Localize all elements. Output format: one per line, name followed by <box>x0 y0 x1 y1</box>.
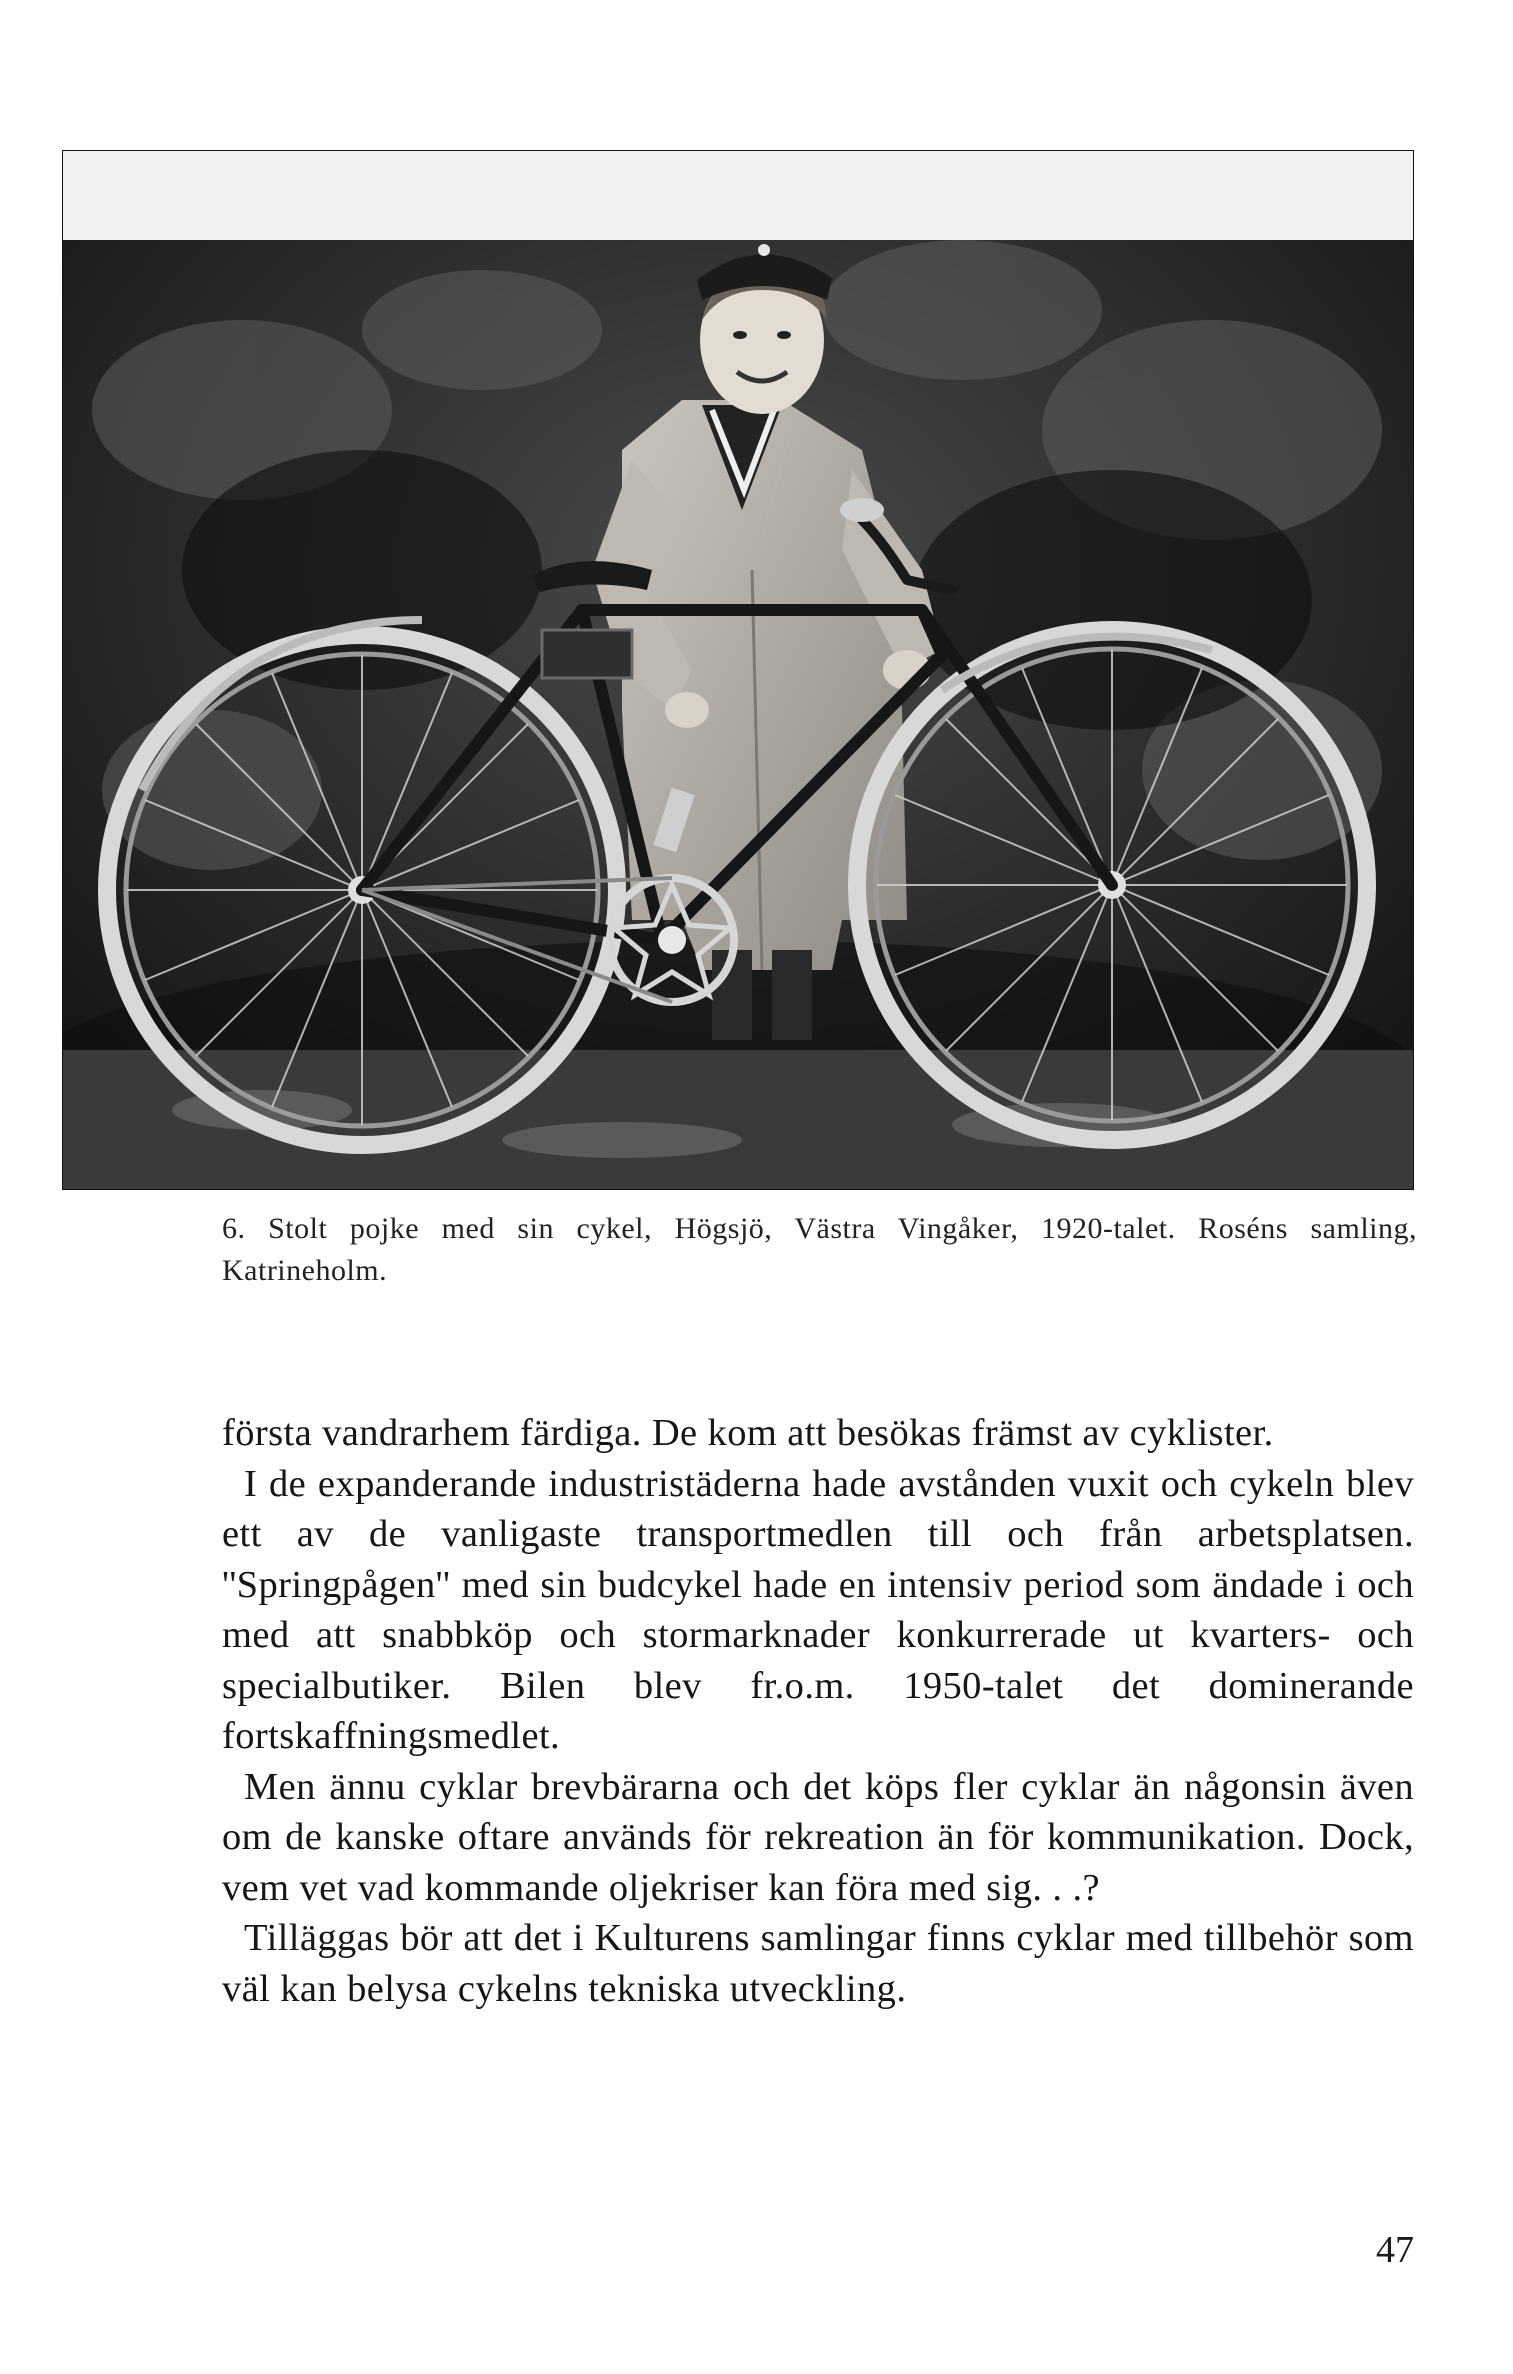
photograph-icon <box>62 150 1414 1190</box>
paragraph-continuation: första vandrarhem färdiga. De kom att besökas främst av cyklister. <box>222 1412 1274 1454</box>
body-text <box>222 1408 1414 2014</box>
paragraph: I de expanderande industristäderna hade avstånden vuxit och cykeln blev ett av de vanligaste transportmedlen till och från arbetsplatsen. ''Springpågen'' med sin budcykel hade en intensiv period som ändade i och med att snabbköp och stormarknader konkurrerade ut kvarters- och specialbutiker. Bilen blev fr.o.m. 1950-talet det dominerande fortskaffningsmedlet. <box>222 1462 1414 1757</box>
paragraph: Men ännu cyklar brevbärarna och det köps fler cyklar än någonsin även om de kanske oftare används för rekreation än för kommunikation. Dock, vem vet vad kommande oljekriser kan föra med sig. . .? <box>222 1765 1414 1909</box>
page-number: 47 <box>1376 2229 1414 2271</box>
boy-with-bicycle-photo <box>62 150 1414 1190</box>
paragraph: Tilläggas bör att det i Kulturens samlingar finns cyklar med tillbehör som väl kan belysa cykelns tekniska utveckling. <box>222 1917 1414 2010</box>
photo-caption: 6. Stolt pojke med sin cykel, Högsjö, Västra Vingåker, 1920-talet. Roséns samling, Katrineholm. <box>222 1212 1417 1287</box>
